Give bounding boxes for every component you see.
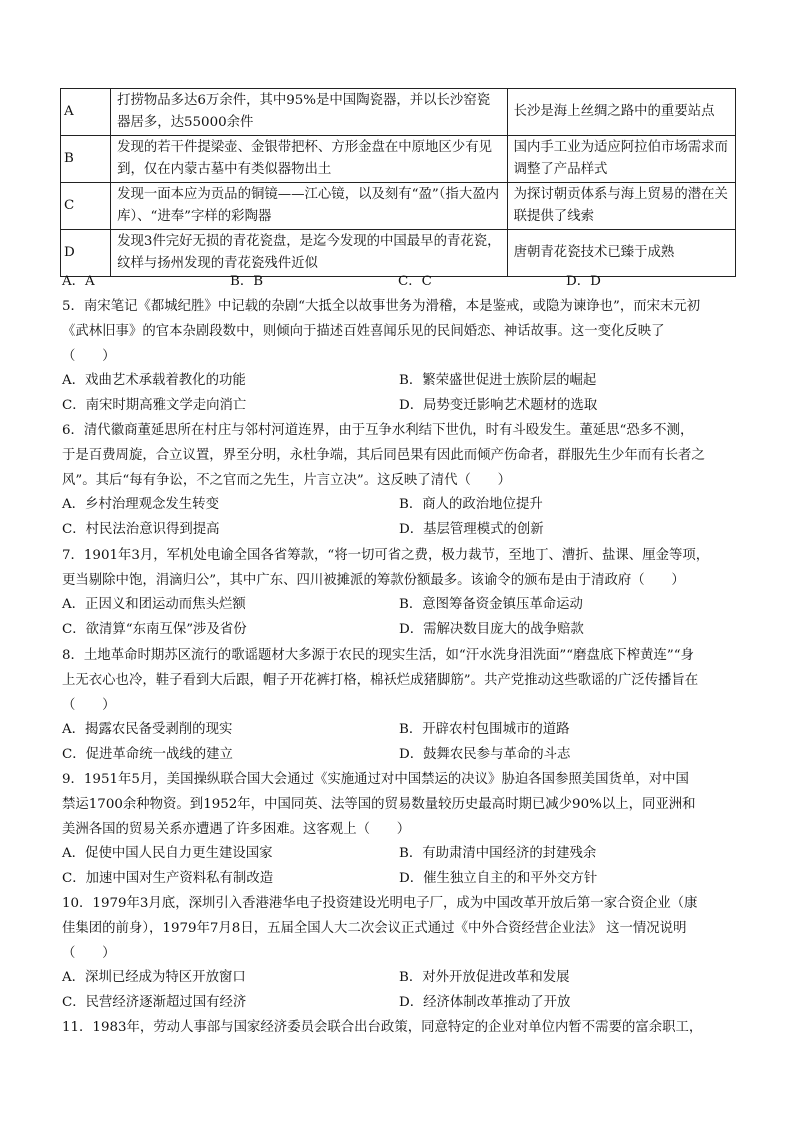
option-b[interactable]: B．意图筹备资金镇压革命运动	[399, 597, 583, 612]
question-stem: 8．土地革命时期苏区流行的歌谣题材大多源于农民的现实生活，如“汗水洗身泪洗面”“磨盘底下榨黄连”“身	[62, 648, 694, 663]
option-d[interactable]: D．鼓舞农民参与革命的斗志	[399, 747, 571, 762]
finding-cell: 打捞物品多达6万余件，其中95%是中国陶瓷器，并以长沙窑瓷器居多，达55000余件	[111, 89, 508, 136]
finding-cell: 发现的若干件提梁壶、金银带把杯、方形金盘在中原地区少有见到，仅在内蒙古墓中有类似器物出土	[111, 136, 508, 183]
option-b[interactable]: B．繁荣盛世促进士族阶层的崛起	[399, 373, 597, 388]
option-c[interactable]: C．欲清算“东南互保”涉及省份	[62, 622, 247, 637]
question-stem: 上无衣心也冷，鞋子看到大后跟，帽子开花裤打格，棉袄烂成猪脚筋”。共产党推动这些歌谣的广泛传播旨在	[62, 673, 699, 688]
question-stem: 10．1979年3月底，深圳引入香港港华电子投资建设光明电子厂，成为中国改革开放后第一家合资企业（康	[62, 896, 698, 911]
conclusion-cell: 为探讨朝贡体系与海上贸易的潜在关联提供了线索	[507, 183, 735, 230]
option-a[interactable]: A．A	[62, 274, 95, 289]
option-a[interactable]: A．深圳已经成为特区开放窗口	[62, 970, 246, 985]
question-stem: 美洲各国的贸易关系亦遭遇了许多困难。这客观上（ ）	[62, 822, 411, 837]
q9-options-row1	[62, 842, 742, 861]
question-stem: 更当剔除中饱，涓滴归公”，其中广东、四川被摊派的筹款份额最多。该谕令的颁布是由于清政府（ ）	[62, 573, 685, 588]
q6-options-row2	[62, 518, 742, 537]
question-stem: 于是百费周旋，合立议置，界至分明，永杜争端，其后同邑果有因此而倾产伤命者，群服先生少年而有长者之	[62, 448, 705, 463]
option-b[interactable]: B．有助肃清中国经济的封建残余	[399, 846, 597, 861]
question-stem: 5．南宋笔记《都城纪胜》中记载的杂剧“大抵全以故事世务为滑稽，本是鉴戒，或隐为谏诤也”，而宋末元初	[62, 299, 701, 314]
question-stem: 9．1951年5月，美国操纵联合国大会通过《实施通过对中国禁运的决议》胁迫各国参照美国货单，对中国	[62, 772, 689, 787]
option-a[interactable]: A．戏曲艺术承载着教化的功能	[62, 373, 246, 388]
option-c[interactable]: C．南宋时期高雅文学走向消亡	[62, 398, 247, 413]
option-c[interactable]: C．村民法治意识得到提高	[62, 522, 220, 537]
q10-options-row2	[62, 991, 742, 1010]
conclusion-cell: 唐朝青花瓷技术已臻于成熟	[507, 230, 735, 277]
archaeology-table	[60, 88, 736, 277]
question-stem: （ ）	[62, 946, 116, 961]
option-a[interactable]: A．促使中国人民自力更生建设国家	[62, 846, 273, 861]
option-d[interactable]: D．需解决数目庞大的战争赔款	[399, 622, 584, 637]
option-d[interactable]: D．催生独立自主的和平外交方针	[399, 871, 598, 886]
option-d[interactable]: D．经济体制改革推动了开放	[399, 995, 571, 1010]
q9-options-row2	[62, 867, 742, 886]
q6-options-row1	[62, 493, 742, 512]
finding-cell: 发现3件完好无损的青花瓷盘，是迄今发现的中国最早的青花瓷，纹样与扬州发现的青花瓷残件近似	[111, 230, 508, 277]
question-stem: （ ）	[62, 349, 116, 364]
question-5	[62, 294, 738, 369]
option-a[interactable]: A．正因义和团运动而焦头烂额	[62, 597, 246, 612]
option-a[interactable]: A．乡村治理观念发生转变	[62, 497, 219, 512]
question-stem: 7．1901年3月，军机处电谕全国各省筹款，“将一切可省之费，极力裁节，至地丁、漕折、盐课、厘金等项，	[62, 548, 710, 563]
option-c[interactable]: C．C	[398, 274, 432, 289]
option-c[interactable]: C．加速中国对生产资料私有制改造	[62, 871, 274, 886]
q7-options-row1	[62, 593, 742, 612]
option-b[interactable]: B．对外开放促进改革和发展	[399, 970, 570, 985]
question-11	[62, 1015, 738, 1040]
option-d[interactable]: D．局势变迁影响艺术题材的选取	[399, 398, 598, 413]
conclusion-cell: 长沙是海上丝绸之路中的重要站点	[507, 89, 735, 136]
q8-options-row1	[62, 718, 742, 737]
option-c[interactable]: C．民营经济逐渐超过国有经济	[62, 995, 247, 1010]
question-stem: 《武林旧事》的官本杂剧段数中，则倾向于描述百姓喜闻乐见的民间婚恋、神话故事。这一变化反映了	[62, 324, 665, 339]
option-b[interactable]: B．开辟农村包围城市的道路	[399, 722, 570, 737]
question-10	[62, 891, 738, 966]
table-row	[61, 136, 736, 183]
question-9	[62, 767, 738, 842]
question-7	[62, 543, 738, 593]
row-label: C	[61, 183, 111, 230]
option-d[interactable]: D．基层管理模式的创新	[399, 522, 544, 537]
q5-options-row2	[62, 394, 742, 413]
question-stem: 6．清代徽商董延思所在村庄与邻村河道连界，由于互争水利结下世仇，时有斗殴发生。董延思“恐多不测，	[62, 423, 694, 438]
question-stem: 禁运1700余种物资。到1952年，中国同英、法等国的贸易数量较历史最高时期已减少90%以上，同亚洲和	[62, 797, 696, 812]
option-a[interactable]: A．揭露农民备受剥削的现实	[62, 722, 233, 737]
row-label: D	[61, 230, 111, 277]
row-label: A	[61, 89, 111, 136]
row-label: B	[61, 136, 111, 183]
conclusion-cell: 国内手工业为适应阿拉伯市场需求而调整了产品样式	[507, 136, 735, 183]
table-row	[61, 89, 736, 136]
question-6	[62, 418, 738, 493]
option-b[interactable]: B．商人的政治地位提升	[399, 497, 543, 512]
option-d[interactable]: D．D	[566, 274, 601, 289]
q5-options-row1	[62, 369, 742, 388]
question-8	[62, 643, 738, 718]
finding-cell: 发现一面本应为贡品的铜镜——江心镜，以及刻有“盈”（指大盈内库）、“进奉”字样的彩陶器	[111, 183, 508, 230]
q10-options-row1	[62, 966, 742, 985]
table-row	[61, 183, 736, 230]
question-stem: 佳集团的前身），1979年7月8日，五届全国人大二次会议正式通过《中外合资经营企业法》 这一情况说明	[62, 921, 687, 936]
q7-options-row2	[62, 618, 742, 637]
question-stem: 11．1983年，劳动人事部与国家经济委员会联合出台政策，同意特定的企业对单位内暂不需要的富余职工，	[62, 1020, 703, 1035]
option-b[interactable]: B．B	[230, 274, 264, 289]
q4-options	[62, 270, 734, 289]
option-c[interactable]: C．促进革命统一战线的建立	[62, 747, 233, 762]
question-stem: （ ）	[62, 698, 116, 713]
question-stem: 风”。其后“每有争讼，不之官而之先生，片言立决”。这反映了清代（ ）	[62, 473, 512, 488]
q8-options-row2	[62, 743, 742, 762]
